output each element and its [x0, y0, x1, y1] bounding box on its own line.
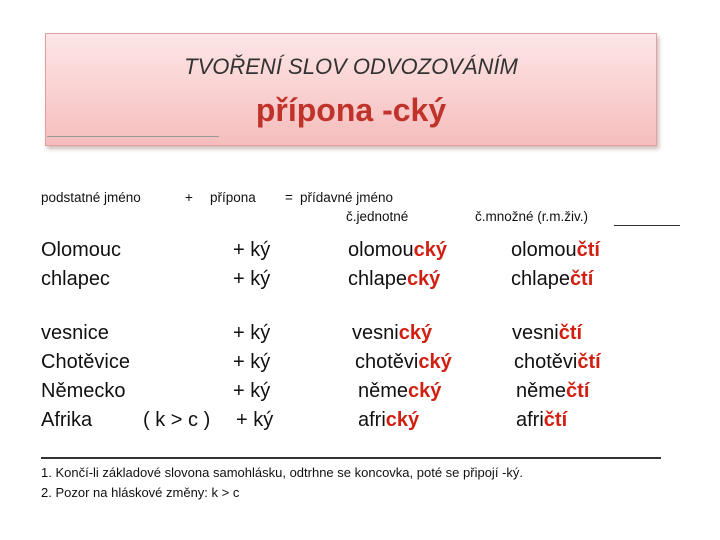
noun: chlapec	[41, 268, 110, 290]
notes-divider	[41, 457, 661, 459]
suffix: + ký	[233, 268, 271, 290]
slide-subtitle: přípona -cký	[255, 92, 447, 128]
title-decoration-line	[47, 136, 219, 137]
group2-plural	[512, 319, 601, 435]
header-singular: č.jednotné	[346, 209, 409, 224]
suffix: + ký	[233, 380, 271, 402]
group1-suffixes	[233, 236, 270, 294]
noun: Chotěvice	[41, 351, 130, 373]
ending: čtí	[576, 239, 600, 261]
title-box	[45, 33, 657, 146]
ending: čtí	[577, 351, 601, 373]
group1-plural	[511, 236, 600, 294]
ending: čtí	[569, 268, 594, 290]
header-underline	[614, 225, 680, 226]
noun: Olomouc	[41, 239, 122, 261]
ending: čtí	[558, 322, 583, 344]
header-plus: +	[185, 190, 193, 205]
note-item: 2. Pozor na hláskové změny: k > c	[41, 485, 240, 500]
header-equals: =	[285, 190, 293, 205]
adjective-plural: vesničtí	[512, 322, 583, 344]
note-item: 1. Končí-li základové slovona samohlásku, odtrhne se koncovka, poté se připojí -ký.	[41, 465, 523, 480]
suffix: + ký	[233, 351, 271, 373]
ending: cký	[408, 380, 442, 402]
group1-singular	[348, 236, 447, 294]
group2-singular	[352, 319, 452, 435]
group1-nouns	[41, 236, 121, 294]
change-note: ( k > c )	[143, 409, 211, 431]
noun: Německo	[41, 380, 126, 402]
adjective-plural: chotěvičtí	[514, 351, 601, 373]
header-adjective: přídavné jméno	[300, 190, 394, 205]
notes	[41, 463, 523, 503]
ending: cký	[398, 322, 433, 344]
suffix: + ký	[233, 239, 271, 261]
ending: čtí	[566, 380, 590, 402]
ending: cký	[418, 351, 452, 373]
suffix: + ký	[233, 322, 271, 344]
ending: cký	[385, 409, 420, 431]
suffix: + ký	[236, 409, 274, 431]
adjective-singular: německý	[358, 380, 442, 402]
adjective-singular: vesnický	[352, 322, 433, 344]
adjective-singular: olomoucký	[348, 239, 447, 261]
group2-nouns	[41, 319, 130, 435]
ending: cký	[406, 268, 441, 290]
header-plural: č.množné (r.m.živ.)	[475, 209, 589, 224]
adjective-plural: olomoučtí	[511, 239, 600, 261]
adjective-singular: chotěvický	[355, 351, 452, 373]
adjective-plural: chlapečtí	[511, 268, 594, 290]
adjective-singular: africký	[358, 409, 420, 431]
adjective-singular: chlapecký	[348, 268, 441, 290]
adjective-plural: němečtí	[516, 380, 590, 402]
header-noun: podstatné jméno	[41, 190, 141, 205]
adjective-plural: afričtí	[516, 409, 568, 431]
group2-suffixes	[233, 319, 273, 435]
slide-title: TVOŘENÍ SLOV ODVOZOVÁNÍM	[184, 54, 518, 79]
noun: vesnice	[41, 322, 109, 344]
ending: cký	[413, 239, 447, 261]
header-suffix: přípona	[210, 190, 256, 205]
noun: Afrika	[41, 409, 93, 431]
ending: čtí	[543, 409, 568, 431]
